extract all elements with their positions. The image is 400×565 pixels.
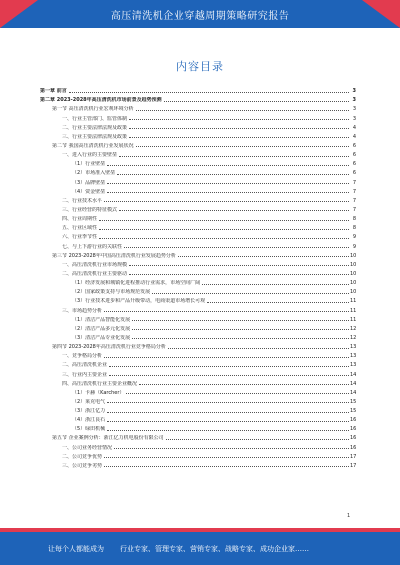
toc-entry[interactable] [40, 359, 356, 368]
toc-entry-page: 15 [350, 398, 357, 405]
toc-entry[interactable] [40, 259, 356, 268]
toc-entry-title: 一、竞争格局分析 [62, 353, 103, 360]
toc-entry-page: 10 [350, 289, 357, 296]
toc-entry-page: 6 [352, 161, 356, 168]
toc-leader-dots [107, 430, 349, 431]
toc-entry-title: 三、行业主要法律法规及政策 [62, 133, 128, 140]
toc-entry-title: 三、公司竞争劣势 [62, 462, 103, 469]
toc-entry-title: 七、与上下游行业的关联性 [62, 243, 123, 250]
toc-entry[interactable] [40, 122, 356, 131]
toc-entry-page: 14 [350, 380, 357, 387]
toc-leader-dots [129, 128, 349, 129]
toc-leader-dots [104, 457, 349, 458]
toc-entry-title: （5）绿田机械 [72, 426, 106, 433]
toc-leader-dots [132, 338, 349, 339]
toc-entry-page: 14 [350, 389, 357, 396]
footer-accent-stripe [0, 528, 400, 532]
toc-entry-title: 五、行业区域性 [62, 225, 98, 232]
toc-entry-page: 4 [352, 133, 356, 140]
toc-entry[interactable] [40, 332, 356, 341]
toc-entry[interactable] [40, 368, 356, 377]
toc-leader-dots [132, 329, 349, 330]
toc-entry[interactable] [40, 149, 356, 158]
toc-entry-page: 6 [352, 142, 356, 149]
toc-entry-page: 17 [350, 462, 357, 469]
toc-entry-title: 第四节 2023-2028年高压清洗机行业竞争格局分析 [52, 344, 166, 351]
toc-leader-dots [107, 421, 349, 422]
toc-entry[interactable] [40, 85, 356, 94]
toc-entry-title: 一、进入行业的主要壁垒 [62, 152, 118, 159]
toc-entry[interactable] [40, 323, 356, 332]
toc-entry-page: 16 [350, 426, 357, 433]
toc-leader-dots [124, 247, 349, 248]
toc-entry[interactable] [40, 250, 356, 259]
toc-entry-page: 11 [350, 298, 357, 305]
toc-leader-dots [99, 229, 349, 230]
toc-entry-page: 17 [350, 453, 357, 460]
toc-entry[interactable] [40, 423, 356, 432]
toc-entry[interactable] [40, 195, 356, 204]
toc-leader-dots [129, 119, 349, 120]
toc-entry-title: 第二章 2023-2028年高压清洗机市场前景及趋势预测 [40, 97, 162, 104]
toc-entry-page: 9 [352, 243, 356, 250]
toc-entry-title: 第一章 前言 [40, 88, 67, 95]
toc-entry[interactable] [40, 396, 356, 405]
toc-entry[interactable] [40, 103, 356, 112]
toc-entry[interactable] [40, 167, 356, 176]
toc-entry-title: 三、市场趋势分析 [62, 307, 103, 314]
footer-roles: 行业专家、管理专家、营销专家、战略专家、成功企业家…… [120, 545, 309, 553]
toc-entry[interactable] [40, 314, 356, 323]
toc-entry-title: （2）莱克电气 [72, 398, 106, 405]
toc-entry[interactable] [40, 414, 356, 423]
toc-leader-dots [139, 384, 349, 385]
toc-entry-title: 二、高压清洗机企业 [62, 362, 108, 369]
toc-leader-dots [107, 165, 349, 166]
toc-entry[interactable] [40, 204, 356, 213]
toc-entry[interactable] [40, 451, 356, 460]
toc-entry-title: （3）浙江亿力 [72, 408, 106, 415]
toc-entry-title: （2）国家政策支持与市场规范发展 [72, 289, 151, 296]
toc-entry[interactable] [40, 240, 356, 249]
toc-heading: 内容目录 [176, 60, 224, 73]
toc-entry-title: （1）经济发展和城镇化进程推动行业需求，市场空间广阔 [72, 280, 201, 287]
toc-leader-dots [107, 183, 349, 184]
toc-entry-page: 13 [350, 344, 357, 351]
toc-entry-page: 12 [350, 334, 357, 341]
toc-entry-page: 10 [350, 280, 357, 287]
toc-entry[interactable] [40, 350, 356, 359]
toc-entry[interactable] [40, 131, 356, 140]
toc-entry-page: 3 [352, 106, 356, 113]
toc-entry[interactable] [40, 213, 356, 222]
toc-entry-page: 13 [350, 353, 357, 360]
toc-entry[interactable] [40, 378, 356, 387]
toc-entry[interactable] [40, 432, 356, 441]
toc-leader-dots [136, 110, 349, 111]
toc-entry-title: （1）卡赫（Karcher） [72, 389, 125, 396]
toc-leader-dots [107, 192, 349, 193]
toc-entry-page: 9 [352, 234, 356, 241]
toc-entry-page: 14 [350, 371, 357, 378]
toc-entry[interactable] [40, 286, 356, 295]
toc-entry-page: 7 [352, 188, 356, 195]
toc-entry-title: 一、行业主管部门、监管体制 [62, 115, 128, 122]
toc-leader-dots [114, 448, 349, 449]
toc-entry-page: 8 [352, 216, 356, 223]
toc-entry-page: 6 [352, 170, 356, 177]
toc-leader-dots [202, 284, 349, 285]
toc-entry-title: 一、高压清洗机行业市场规模 [62, 261, 128, 268]
header-bar [0, 0, 400, 28]
toc-entry-title: （1）行业壁垒 [72, 161, 106, 168]
toc-entry-title: 六、行业季节性 [62, 234, 98, 241]
toc-entry-title: 一、公司业务经营情况 [62, 444, 113, 451]
toc-leader-dots [129, 265, 349, 266]
toc-entry[interactable] [40, 405, 356, 414]
toc-entry-title: （2）清洁产品多元化发展 [72, 325, 131, 332]
toc-leader-dots [168, 348, 349, 349]
toc-entry[interactable] [40, 341, 356, 350]
toc-leader-dots [129, 137, 349, 138]
toc-entry-title: 第二节 我国高压清洗机行业发展状况 [52, 142, 134, 149]
toc-entry[interactable] [40, 387, 356, 396]
toc-entry-page: 6 [352, 152, 356, 159]
toc-entry-page: 13 [350, 362, 357, 369]
toc-entry-title: 二、行业主要法律法规及政策 [62, 124, 128, 131]
toc-entry[interactable] [40, 222, 356, 231]
toc-leader-dots [69, 92, 349, 93]
report-title: 高压清洗机企业穿越周期策略研究报告 [110, 11, 290, 22]
toc-leader-dots [104, 466, 349, 467]
toc-entry-page: 3 [352, 97, 356, 104]
toc-entry[interactable] [40, 158, 356, 167]
toc-entry[interactable] [40, 140, 356, 149]
toc-leader-dots [109, 366, 349, 367]
footer-slogan: 让每个人都能成为 [48, 545, 104, 553]
toc-leader-dots [166, 439, 349, 440]
toc-entry-title: 二、高压清洗机行业主要驱动 [62, 270, 128, 277]
toc-entry-title: 四、行业周期性 [62, 216, 98, 223]
toc-entry[interactable] [40, 94, 356, 103]
toc-leader-dots [126, 393, 349, 394]
toc-leader-dots [132, 320, 349, 321]
toc-entry-page: 12 [350, 325, 357, 332]
toc-leader-dots [107, 412, 349, 413]
page-number: 1 [347, 513, 351, 519]
toc-entry-title: （4）资金壁垒 [72, 188, 106, 195]
toc-leader-dots [152, 293, 349, 294]
toc-leader-dots [104, 357, 349, 358]
toc-entry-title: （2）市场准入壁垒 [72, 170, 116, 177]
toc-entry[interactable] [40, 295, 356, 304]
toc-entry-title: （3）品牌壁垒 [72, 179, 106, 186]
toc-entry-title: （4）浙江良石 [72, 417, 106, 424]
toc-leader-dots [104, 311, 349, 312]
toc-entry-page: 10 [350, 270, 357, 277]
toc-leader-dots [129, 274, 349, 275]
toc-leader-dots [104, 201, 349, 202]
toc-entry-title: （3）行业技术进步和产品升级带动，电商渠道市场增长可观 [72, 298, 206, 305]
toc-entry-title: 二、公司竞争优势 [62, 453, 103, 460]
toc-entry-page: 15 [350, 408, 357, 415]
toc-entry-page: 7 [352, 197, 356, 204]
toc-leader-dots [99, 238, 349, 239]
table-of-contents [40, 85, 356, 469]
toc-leader-dots [109, 375, 349, 376]
toc-entry-page: 3 [352, 88, 356, 95]
toc-entry-page: 4 [352, 124, 356, 131]
toc-entry-title: 四、高压清洗机行业主要企业概况 [62, 380, 138, 387]
toc-entry-page: 8 [352, 225, 356, 232]
toc-entry-page: 16 [350, 435, 357, 442]
toc-leader-dots [107, 402, 349, 403]
toc-entry[interactable] [40, 176, 356, 185]
toc-leader-dots [178, 256, 349, 257]
toc-entry-page: 16 [350, 417, 357, 424]
toc-entry[interactable] [40, 304, 356, 313]
toc-entry[interactable] [40, 460, 356, 469]
toc-leader-dots [119, 156, 349, 157]
toc-entry-title: 第五节 企业案例分析：浙江亿力机电股份有限公司 [52, 435, 164, 442]
footer-bar [0, 528, 400, 565]
toc-entry-page: 3 [352, 115, 356, 122]
toc-entry[interactable] [40, 268, 356, 277]
toc-entry-page: 10 [350, 252, 357, 259]
toc-entry-title: 三、行业内主要企业 [62, 371, 108, 378]
toc-entry[interactable] [40, 112, 356, 121]
toc-entry[interactable] [40, 441, 356, 450]
toc-entry-title: 第一节 高压清洗机行业宏观环境分析 [52, 106, 134, 113]
toc-leader-dots [207, 302, 349, 303]
toc-entry-page: 11 [350, 316, 357, 323]
toc-leader-dots [117, 174, 349, 175]
toc-leader-dots [164, 101, 349, 102]
toc-entry-page: 10 [350, 261, 357, 268]
toc-entry-title: （3）清洁产品专业化发展 [72, 334, 131, 341]
toc-entry[interactable] [40, 231, 356, 240]
toc-entry-title: （1）清洁产品智能化发展 [72, 316, 131, 323]
toc-leader-dots [99, 220, 349, 221]
toc-entry-title: 第三节 2023-2028年中国高压清洗机行业发展趋势分析 [52, 252, 176, 259]
toc-leader-dots [119, 210, 349, 211]
toc-entry-page: 11 [350, 307, 357, 314]
toc-entry-title: 二、行业技术水平 [62, 197, 103, 204]
toc-entry-title: 三、行业经营的特征模式 [62, 206, 118, 213]
toc-entry-page: 7 [352, 206, 356, 213]
toc-entry[interactable] [40, 277, 356, 286]
toc-entry-page: 7 [352, 179, 356, 186]
toc-entry-page: 16 [350, 444, 357, 451]
toc-leader-dots [136, 146, 349, 147]
toc-entry[interactable] [40, 186, 356, 195]
